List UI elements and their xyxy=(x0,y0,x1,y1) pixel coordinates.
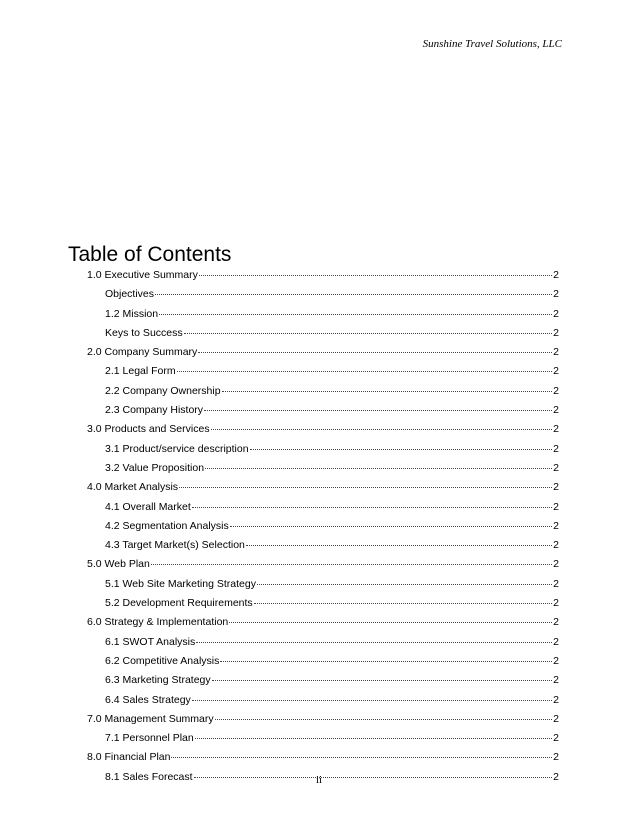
running-header: Sunshine Travel Solutions, LLC xyxy=(422,38,562,50)
toc-entry-label: 2.2 Company Ownership xyxy=(105,384,221,397)
toc-entry-label: 5.1 Web Site Marketing Strategy xyxy=(105,577,256,590)
toc-entry-label: 6.0 Strategy & Implementation xyxy=(87,616,229,629)
toc-entry-page: 2 xyxy=(553,269,559,281)
toc-entry-label: 6.3 Marketing Strategy xyxy=(105,674,211,687)
toc-entry-page: 2 xyxy=(553,326,559,339)
dot-leader xyxy=(159,314,552,315)
toc-entry-label: 2.3 Company History xyxy=(105,404,204,417)
toc-entry-page: 2 xyxy=(553,751,559,764)
toc-entry-page: 2 xyxy=(553,442,559,455)
toc-entry[interactable] xyxy=(87,654,559,673)
toc-entry-label: 4.3 Target Market(s) Selection xyxy=(105,539,245,552)
toc-entry[interactable] xyxy=(87,345,559,364)
toc-entry[interactable] xyxy=(87,731,559,750)
toc-entry-label: 4.0 Market Analysis xyxy=(87,481,179,494)
toc-entry-label: 5.0 Web Plan xyxy=(87,558,150,571)
toc-entry-label: 1.2 Mission xyxy=(105,307,159,320)
toc-entry-page: 2 xyxy=(553,558,559,571)
toc-entry-page: 2 xyxy=(553,597,559,610)
toc-entry[interactable] xyxy=(87,480,559,499)
toc-entry-page: 2 xyxy=(553,423,559,436)
toc-entry[interactable] xyxy=(87,403,559,422)
dot-leader xyxy=(195,738,552,739)
toc-entry-page: 2 xyxy=(553,674,559,687)
toc-entry-page: 2 xyxy=(553,481,559,494)
toc-entry-label: Keys to Success xyxy=(105,326,183,339)
dot-leader xyxy=(205,468,552,469)
toc-entry[interactable] xyxy=(87,673,559,692)
toc-entry-label: 3.0 Products and Services xyxy=(87,423,210,436)
toc-entry-page: 2 xyxy=(553,365,559,378)
toc-entry-page: 2 xyxy=(553,404,559,417)
dot-leader xyxy=(250,449,553,450)
toc-entry[interactable] xyxy=(87,519,559,538)
toc-entry-label: 2.1 Legal Form xyxy=(105,365,176,378)
toc-entry-page: 2 xyxy=(553,654,559,667)
toc-entry-label: 3.2 Value Proposition xyxy=(105,461,205,474)
dot-leader xyxy=(196,642,552,643)
dot-leader xyxy=(198,352,552,353)
toc-entry-label: 7.0 Management Summary xyxy=(87,712,214,725)
toc-entry-page: 2 xyxy=(553,346,559,359)
dot-leader xyxy=(199,275,552,276)
toc-entry-label: 4.2 Segmentation Analysis xyxy=(105,519,229,532)
toc-entry-label: 1.0 Executive Summary xyxy=(87,269,198,281)
toc-entry-label: 6.4 Sales Strategy xyxy=(105,693,191,706)
toc-entry[interactable] xyxy=(87,712,559,731)
dot-leader xyxy=(151,564,552,565)
toc-entry[interactable] xyxy=(87,750,559,769)
toc-entry-label: 7.1 Personnel Plan xyxy=(105,732,194,745)
dot-leader xyxy=(192,700,552,701)
dot-leader xyxy=(215,719,553,720)
toc-entry-page: 2 xyxy=(553,693,559,706)
page-number: ii xyxy=(315,774,323,786)
toc-entry[interactable] xyxy=(87,538,559,557)
toc-entry-page: 2 xyxy=(553,635,559,648)
toc-entry-label: 2.0 Company Summary xyxy=(87,346,198,359)
dot-leader xyxy=(246,545,552,546)
toc-entry[interactable] xyxy=(87,364,559,383)
toc-entry-page: 2 xyxy=(553,577,559,590)
dot-leader xyxy=(211,429,553,430)
toc-entry-page: 2 xyxy=(553,732,559,745)
toc-entry[interactable] xyxy=(87,287,559,306)
toc-entry-label: 3.1 Product/service description xyxy=(105,442,249,455)
toc-entry[interactable] xyxy=(87,557,559,576)
dot-leader xyxy=(171,757,552,758)
dot-leader xyxy=(155,294,552,295)
toc-entry[interactable] xyxy=(87,635,559,654)
toc-entry-label: 4.1 Overall Market xyxy=(105,500,191,513)
dot-leader xyxy=(254,603,552,604)
toc-entry-label: 8.1 Sales Forecast xyxy=(105,770,193,783)
dot-leader xyxy=(184,333,553,334)
toc-entry-page: 2 xyxy=(553,616,559,629)
toc-title: Table of Contents xyxy=(68,243,232,266)
toc-entry-page: 2 xyxy=(553,712,559,725)
toc-entry-page: 2 xyxy=(553,288,559,301)
dot-leader xyxy=(212,680,553,681)
toc-entry[interactable] xyxy=(87,384,559,403)
dot-leader xyxy=(222,391,553,392)
toc-entry[interactable] xyxy=(87,693,559,712)
toc-entry-label: Objectives xyxy=(105,288,155,301)
dot-leader xyxy=(230,526,552,527)
toc-entry[interactable] xyxy=(87,326,559,345)
toc-entry[interactable] xyxy=(87,307,559,326)
dot-leader xyxy=(229,622,552,623)
toc-entry[interactable] xyxy=(87,596,559,615)
toc-entry[interactable] xyxy=(87,615,559,634)
toc-entry-page: 2 xyxy=(553,770,559,783)
toc-entry[interactable] xyxy=(87,577,559,596)
toc-entry[interactable] xyxy=(87,461,559,480)
dot-leader xyxy=(177,371,553,372)
dot-leader xyxy=(192,507,552,508)
toc-entry[interactable] xyxy=(87,442,559,461)
toc-entry-page: 2 xyxy=(553,461,559,474)
toc-entry-page: 2 xyxy=(553,307,559,320)
dot-leader xyxy=(204,410,552,411)
toc-entry-label: 8.0 Financial Plan xyxy=(87,751,171,764)
toc-entry-page: 2 xyxy=(553,519,559,532)
toc-entry[interactable] xyxy=(87,500,559,519)
dot-leader xyxy=(257,584,552,585)
toc-entry-page: 2 xyxy=(553,539,559,552)
toc-entry-page: 2 xyxy=(553,384,559,397)
toc-entry[interactable] xyxy=(87,422,559,441)
dot-leader xyxy=(179,487,552,488)
toc-list xyxy=(87,268,559,789)
toc-entry[interactable] xyxy=(87,268,559,287)
toc-entry-label: 5.2 Development Requirements xyxy=(105,597,253,610)
toc-entry-label: 6.1 SWOT Analysis xyxy=(105,635,196,648)
toc-entry-label: 6.2 Competitive Analysis xyxy=(105,654,220,667)
toc-entry-page: 2 xyxy=(553,500,559,513)
dot-leader xyxy=(220,661,552,662)
